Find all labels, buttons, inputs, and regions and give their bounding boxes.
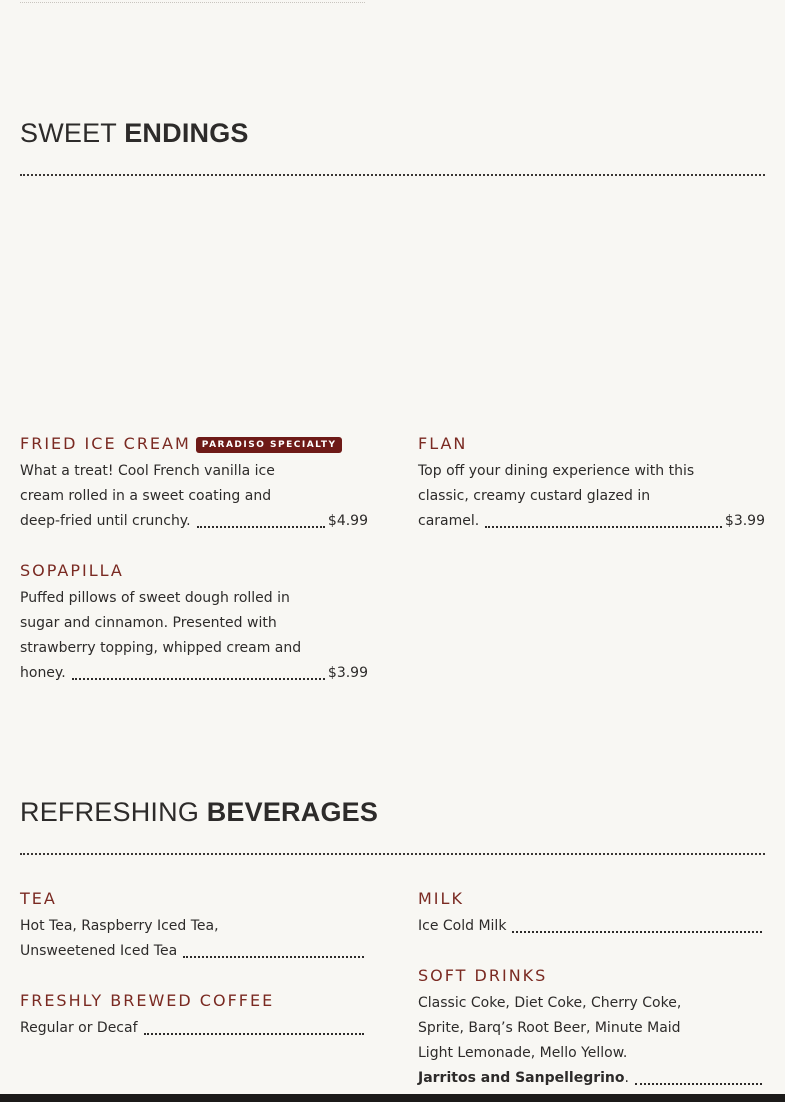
title-bold-word: BEVERAGES xyxy=(206,797,379,827)
price-row xyxy=(418,509,765,534)
menu-item-flan xyxy=(418,434,765,534)
brand-names: Jarritos and Sanpellegrino xyxy=(418,1070,625,1086)
sweet-endings-title xyxy=(20,118,249,149)
item-name: FRIED ICE CREAM xyxy=(20,434,191,453)
item-name-row xyxy=(20,434,368,454)
desc-line: deep-fried until crunchy. xyxy=(20,513,191,529)
item-description xyxy=(20,586,368,686)
desc-line: sugar and cinnamon. Presented with xyxy=(20,615,277,631)
desc-line: Puffed pillows of sweet dough rolled in xyxy=(20,590,290,606)
item-description xyxy=(20,459,368,534)
menu-item-coffee xyxy=(20,991,364,1041)
desc-line: classic, creamy custard glazed in xyxy=(418,488,651,504)
previous-section-leader xyxy=(20,0,365,3)
item-name: MILK xyxy=(418,889,464,908)
item-description xyxy=(418,459,765,534)
desc-line: Regular or Decaf xyxy=(20,1020,138,1036)
dotted-leader xyxy=(72,678,325,680)
dotted-leader xyxy=(144,1033,364,1035)
price-row xyxy=(20,509,368,534)
dotted-leader xyxy=(183,956,364,958)
leader-row xyxy=(418,1066,762,1091)
brand-names-suffix: . xyxy=(624,1070,629,1086)
dotted-leader xyxy=(485,526,722,528)
desc-line: What a treat! Cool French vanilla ice xyxy=(20,463,275,479)
leader-row xyxy=(418,914,762,939)
item-name: FRESHLY BREWED COFFEE xyxy=(20,991,275,1010)
title-bold-word: ENDINGS xyxy=(124,118,249,148)
item-name: SOFT DRINKS xyxy=(418,966,548,985)
desc-line: caramel. xyxy=(418,513,480,529)
item-price: $4.99 xyxy=(327,513,368,529)
desc-line: Ice Cold Milk xyxy=(418,918,507,934)
title-light-word: REFRESHING xyxy=(20,797,200,827)
title-light-word: SWEET xyxy=(20,118,117,148)
specialty-badge: PARADISO SPECIALTY xyxy=(196,437,342,453)
desc-line: strawberry topping, whipped cream and xyxy=(20,640,302,656)
dotted-leader xyxy=(635,1083,762,1085)
item-description xyxy=(418,991,762,1091)
item-name: SOPAPILLA xyxy=(20,561,124,580)
price-row xyxy=(20,661,368,686)
menu-item-fried-ice-cream xyxy=(20,434,368,534)
desc-line: Unsweetened Iced Tea xyxy=(20,943,178,959)
item-name: TEA xyxy=(20,889,57,908)
item-price: $3.99 xyxy=(724,513,765,529)
sweet-endings-divider xyxy=(20,174,765,176)
desc-line: Top off your dining experience with this xyxy=(418,463,695,479)
page-footer-bar xyxy=(0,1094,785,1102)
item-description xyxy=(418,914,762,939)
dotted-leader xyxy=(197,526,325,528)
beverages-title xyxy=(20,797,378,828)
dotted-leader xyxy=(512,931,762,933)
item-description xyxy=(20,914,364,964)
menu-item-soft-drinks xyxy=(418,966,762,1091)
desc-line: Sprite, Barq’s Root Beer, Minute Maid xyxy=(418,1020,681,1036)
desc-line: Hot Tea, Raspberry Iced Tea, xyxy=(20,918,219,934)
menu-item-tea xyxy=(20,889,364,964)
desc-line: Classic Coke, Diet Coke, Cherry Coke, xyxy=(418,995,682,1011)
beverages-divider xyxy=(20,853,765,855)
desc-line: Light Lemonade, Mello Yellow. xyxy=(418,1045,628,1061)
item-description xyxy=(20,1016,364,1041)
menu-item-sopapilla xyxy=(20,561,368,686)
item-price: $3.99 xyxy=(327,665,368,681)
item-name: FLAN xyxy=(418,434,468,453)
desc-line: honey. xyxy=(20,665,66,681)
leader-row xyxy=(20,1016,364,1041)
leader-row xyxy=(20,939,364,964)
desc-line: cream rolled in a sweet coating and xyxy=(20,488,272,504)
menu-item-milk xyxy=(418,889,762,939)
